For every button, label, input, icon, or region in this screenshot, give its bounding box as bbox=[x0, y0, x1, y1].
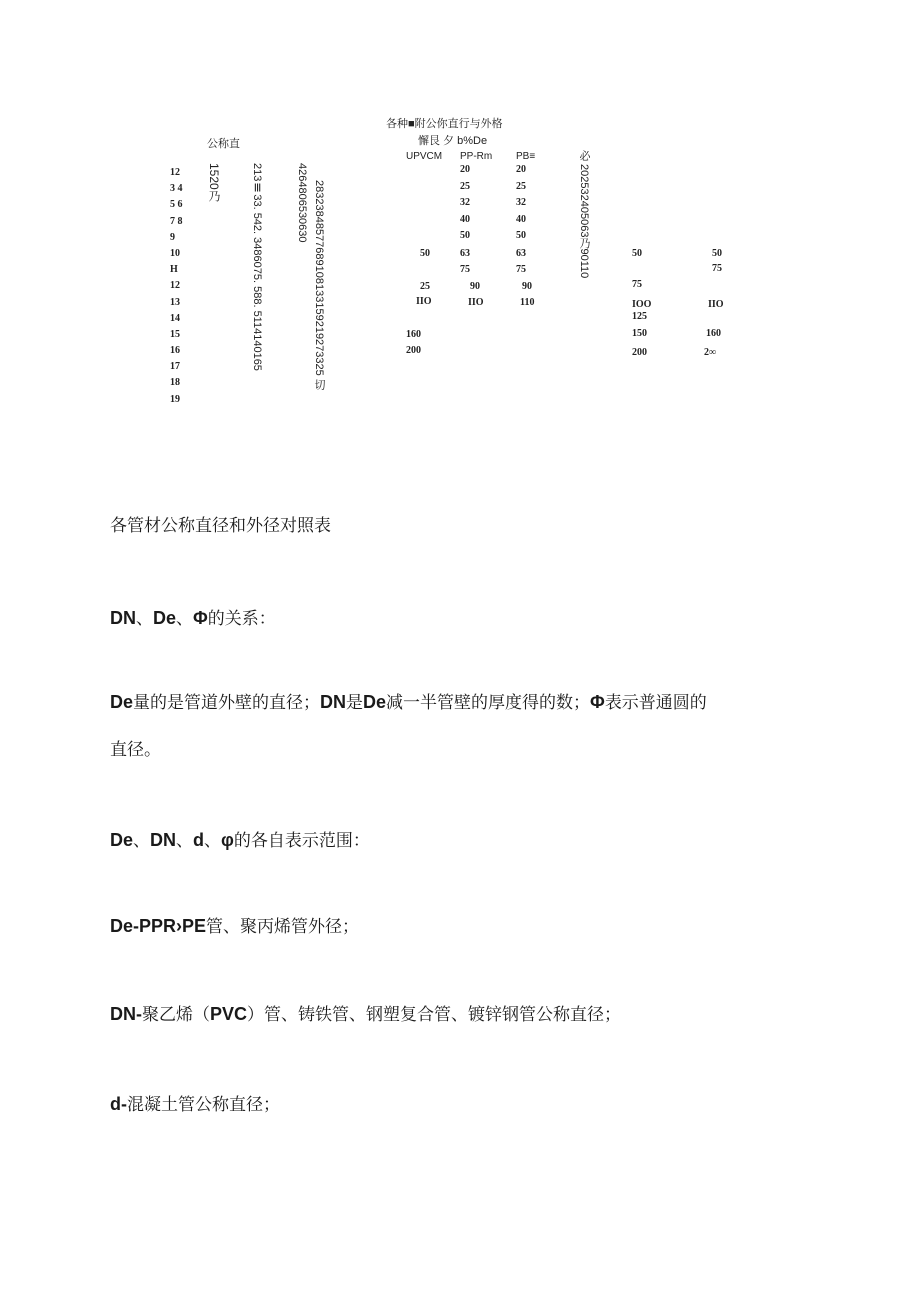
term-de: De bbox=[153, 608, 177, 628]
text: 聚乙烯（ bbox=[142, 1005, 210, 1025]
col-header-pprm: PP-Rm bbox=[460, 151, 493, 162]
term-dn: DN bbox=[110, 608, 136, 628]
text: 的各自表示范围： bbox=[233, 831, 370, 851]
upvc-value: 50 bbox=[420, 248, 430, 259]
row-label: 19 bbox=[170, 393, 180, 405]
upvc-value: IIO bbox=[416, 296, 432, 307]
paragraph-definition-cont: 直径。 bbox=[110, 740, 161, 760]
row-label: 18 bbox=[170, 377, 180, 389]
term-pvc: PVC bbox=[210, 1004, 248, 1024]
term-de: De bbox=[110, 830, 134, 850]
pprm-value: 75 bbox=[460, 264, 470, 275]
term-d: d bbox=[193, 830, 205, 850]
pprm-value: 40 bbox=[460, 214, 470, 225]
pb-value: 90 bbox=[522, 281, 532, 292]
pb-value: 110 bbox=[520, 297, 535, 308]
pb-value: 75 bbox=[516, 264, 526, 275]
right-a-value: 125 bbox=[632, 311, 647, 322]
vertical-text-2: 213Ⅲ33. 542. 3486075. 588. 5114140165 bbox=[251, 163, 263, 371]
row-label: 14 bbox=[170, 312, 180, 324]
right-b-value: 2∞ bbox=[704, 347, 717, 358]
row-label: 12 bbox=[170, 167, 180, 178]
row-label: 10 bbox=[170, 247, 180, 259]
term-dn: DN- bbox=[110, 1004, 142, 1024]
paragraph-relation bbox=[110, 590, 810, 647]
row-label: 3 4 bbox=[170, 183, 183, 195]
pprm-value: 63 bbox=[460, 248, 470, 259]
row-label: H bbox=[170, 264, 178, 276]
row-label-column bbox=[170, 165, 183, 408]
paragraph-de-ppr bbox=[110, 898, 810, 955]
term-de-ppr: De-PPR›PE bbox=[110, 916, 207, 936]
right-a-value: 150 bbox=[632, 328, 647, 339]
text: 管、聚丙烯管外径； bbox=[206, 917, 360, 937]
term-phi: Φ bbox=[590, 692, 605, 712]
pb-value: 25 bbox=[516, 181, 526, 192]
pprm-value: 20 bbox=[460, 164, 470, 175]
paragraph-ranges bbox=[110, 812, 810, 869]
paragraph-d-concrete bbox=[110, 1076, 810, 1133]
text: 、 bbox=[176, 831, 194, 851]
pb-value: 20 bbox=[516, 164, 526, 175]
pb-value: 63 bbox=[516, 248, 526, 259]
upvc-value: 160 bbox=[406, 329, 421, 340]
text: 减一半管壁的厚度得的数； bbox=[386, 693, 591, 713]
text: 、 bbox=[136, 609, 153, 629]
text: 量的是管道外壁的直径； bbox=[133, 693, 321, 713]
right-b-value: 50 bbox=[712, 248, 722, 259]
right-a-value: IOO bbox=[632, 299, 652, 310]
text: 、 bbox=[133, 831, 151, 851]
pprm-value: 25 bbox=[460, 181, 470, 192]
row-label: 7 8 bbox=[170, 215, 183, 227]
pprm-value: 90 bbox=[470, 281, 480, 292]
table-title: 各种■附公你直行与外格 bbox=[386, 118, 503, 130]
term-de: De bbox=[110, 692, 134, 712]
vertical-text-5: 必 202532405063乃90110 bbox=[578, 150, 590, 279]
vertical-text-1: 1520乃 bbox=[207, 163, 221, 202]
pprm-value: 50 bbox=[460, 230, 470, 241]
row-label: 13 bbox=[170, 296, 180, 308]
vertical-text-3: 4264806530630 bbox=[296, 163, 308, 243]
text: ）管、铸铁管、钢塑复合管、镀锌钢管公称直径； bbox=[247, 1005, 622, 1025]
paragraph-dn-pvc bbox=[110, 986, 810, 1043]
term-phi-small: φ bbox=[221, 830, 234, 850]
row-label: 5 6 bbox=[170, 199, 183, 211]
right-b-value: IIO bbox=[708, 299, 724, 310]
pb-value: 40 bbox=[516, 214, 526, 225]
term-de: De bbox=[363, 692, 387, 712]
row-label: 16 bbox=[170, 345, 180, 357]
term-d: d- bbox=[110, 1094, 127, 1114]
upvc-value: 25 bbox=[420, 281, 430, 292]
col-header-upvc: UPVCM bbox=[406, 151, 443, 162]
pprm-value: 32 bbox=[460, 197, 470, 208]
right-a-value: 200 bbox=[632, 347, 647, 358]
right-a-value: 50 bbox=[632, 248, 642, 259]
text: 混凝土管公称直径； bbox=[127, 1095, 280, 1115]
table-subtitle: 懈艮 夕 b%De bbox=[418, 135, 488, 147]
section-heading: 各管材公称直径和外径对照表 bbox=[110, 516, 331, 536]
right-b-value: 160 bbox=[706, 328, 721, 339]
text: 、 bbox=[204, 831, 222, 851]
col-header-pb: PB≡ bbox=[516, 151, 536, 162]
term-phi: Φ bbox=[193, 608, 208, 628]
row-label: 15 bbox=[170, 328, 180, 340]
vertical-text-4: 28323848577689108133159219273325 切 bbox=[313, 180, 325, 390]
pb-value: 32 bbox=[516, 197, 526, 208]
nominal-diameter-header: 公称直 bbox=[207, 138, 240, 150]
text: 是 bbox=[346, 693, 364, 713]
term-dn: DN bbox=[320, 692, 347, 712]
text: 表示普通圆的 bbox=[604, 693, 707, 713]
text: 的关系： bbox=[207, 609, 276, 629]
right-a-value: 75 bbox=[632, 279, 642, 290]
row-label: 12 bbox=[170, 280, 180, 292]
upvc-value: 200 bbox=[406, 345, 421, 356]
term-dn: DN bbox=[150, 830, 177, 850]
row-label: 9 bbox=[170, 231, 175, 243]
right-b-value: 75 bbox=[712, 263, 722, 274]
text: 、 bbox=[176, 609, 194, 629]
pprm-value: IIO bbox=[468, 297, 484, 308]
row-label: 17 bbox=[170, 361, 180, 373]
pb-value: 50 bbox=[516, 230, 526, 241]
